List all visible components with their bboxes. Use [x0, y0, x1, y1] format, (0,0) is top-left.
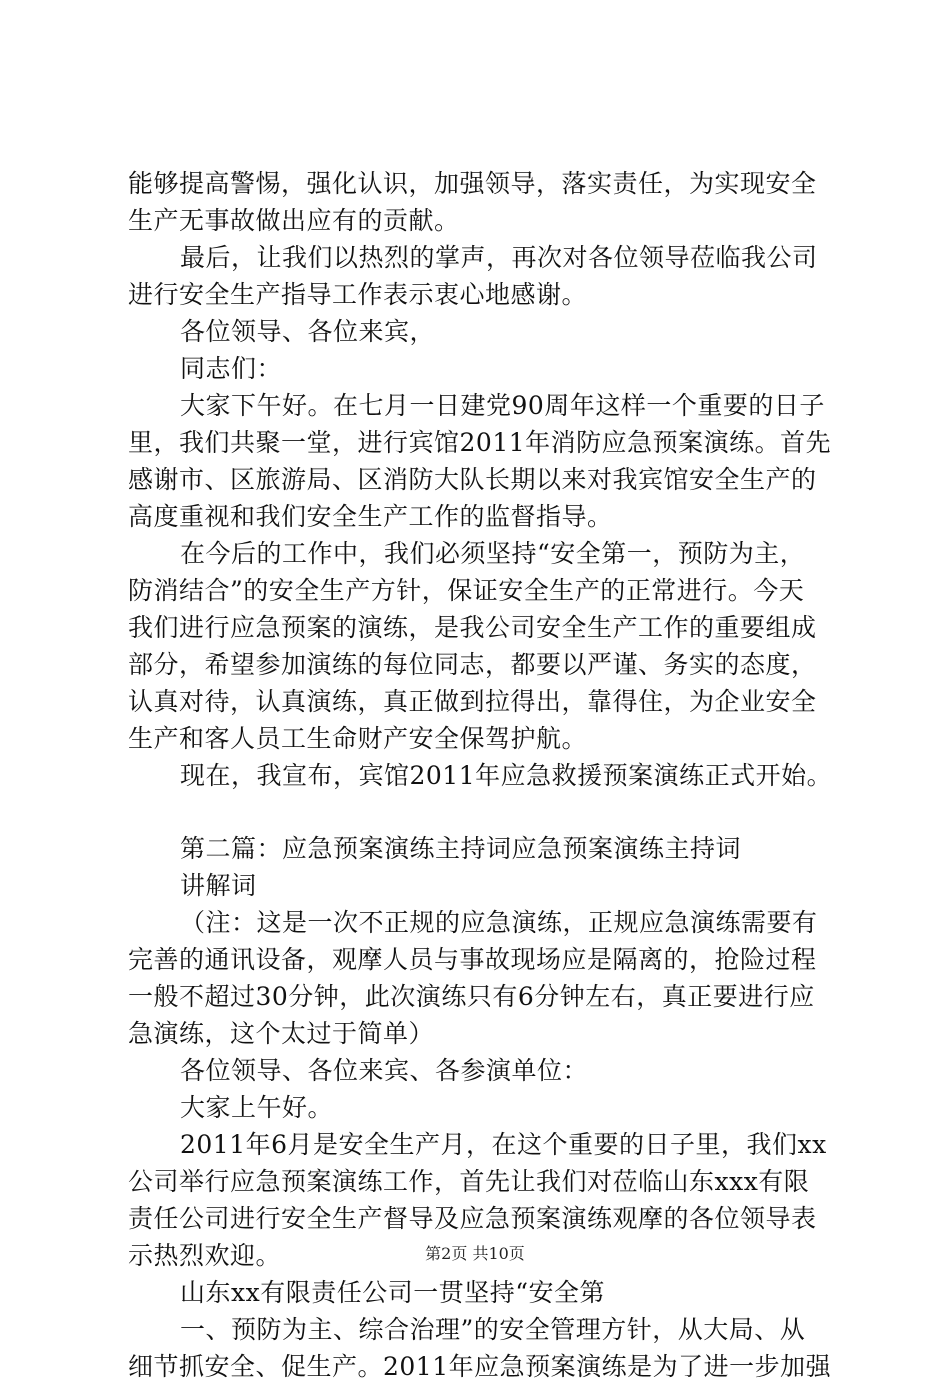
- text-line: 公司举行应急预案演练工作，首先让我们对莅临山东xxx有限: [128, 1167, 810, 1196]
- document-body: [128, 165, 833, 1385]
- text-line: 细节抓安全、促生产。2011年应急预案演练是为了进一步加强: [128, 1352, 832, 1381]
- text-line: 能够提高警惕，强化认识，加强领导，落实责任，为实现安全: [128, 169, 817, 198]
- section-heading: 第二篇：应急预案演练主持词应急预案演练主持词: [180, 834, 742, 863]
- text-line: 里，我们共聚一堂，进行宾馆2011年消防应急预案演练。首先: [128, 428, 832, 457]
- text-line: 完善的通讯设备，观摩人员与事故现场应是隔离的，抢险过程: [128, 945, 817, 974]
- text-line: 高度重视和我们安全生产工作的监督指导。: [128, 502, 613, 531]
- section-heading: 讲解词: [180, 871, 257, 900]
- text-line: 感谢市、区旅游局、区消防大队长期以来对我宾馆安全生产的: [128, 465, 817, 494]
- text-line: 生产和客人员工生命财产安全保驾护航。: [128, 724, 588, 753]
- salutation-line: 大家上午好。: [180, 1093, 334, 1122]
- text-line: 生产无事故做出应有的贡献。: [128, 206, 460, 235]
- salutation-line: 各位领导、各位来宾，: [180, 317, 436, 346]
- text-line: 一般不超过30分钟，此次演练只有6分钟左右，真正要进行应: [128, 982, 815, 1011]
- text-line: 现在，我宣布，宾馆2011年应急救援预案演练正式开始。: [180, 761, 833, 790]
- text-line: 责任公司进行安全生产督导及应急预案演练观摩的各位领导表: [128, 1204, 817, 1233]
- text-line: 在今后的工作中，我们必须坚持“安全第一，预防为主，: [180, 539, 806, 568]
- page-footer: 第2页 共10页: [425, 1244, 525, 1263]
- text-line: 急演练，这个太过于简单）: [128, 1019, 435, 1048]
- text-line: 大家下午好。在七月一日建党90周年这样一个重要的日子: [180, 391, 825, 420]
- text-line: 我们进行应急预案的演练，是我公司安全生产工作的重要组成: [128, 613, 817, 642]
- text-line: 认真对待，认真演练，真正做到拉得出，靠得住，为企业安全: [128, 687, 817, 716]
- text-line: 示热烈欢迎。: [128, 1241, 282, 1270]
- text-line: 山东xx有限责任公司一贯坚持“安全第: [180, 1278, 605, 1307]
- text-line: 进行安全生产指导工作表示衷心地感谢。: [128, 280, 588, 309]
- text-line: 防消结合”的安全生产方针，保证安全生产的正常进行。今天: [128, 576, 805, 605]
- text-line: 2011年6月是安全生产月，在这个重要的日子里，我们xx: [180, 1130, 827, 1159]
- salutation-line: 同志们：: [180, 354, 283, 383]
- paragraph-gap: [128, 794, 828, 830]
- text-line: 一、预防为主、综合治理”的安全管理方针，从大局、从: [180, 1315, 806, 1344]
- text-line: （注：这是一次不正规的应急演练，正规应急演练需要有: [180, 908, 818, 937]
- text-line: 部分，希望参加演练的每位同志，都要以严谨、务实的态度，: [128, 650, 817, 679]
- salutation-line: 各位领导、各位来宾、各参演单位：: [180, 1056, 589, 1085]
- text-line: 最后，让我们以热烈的掌声，再次对各位领导莅临我公司: [180, 243, 818, 272]
